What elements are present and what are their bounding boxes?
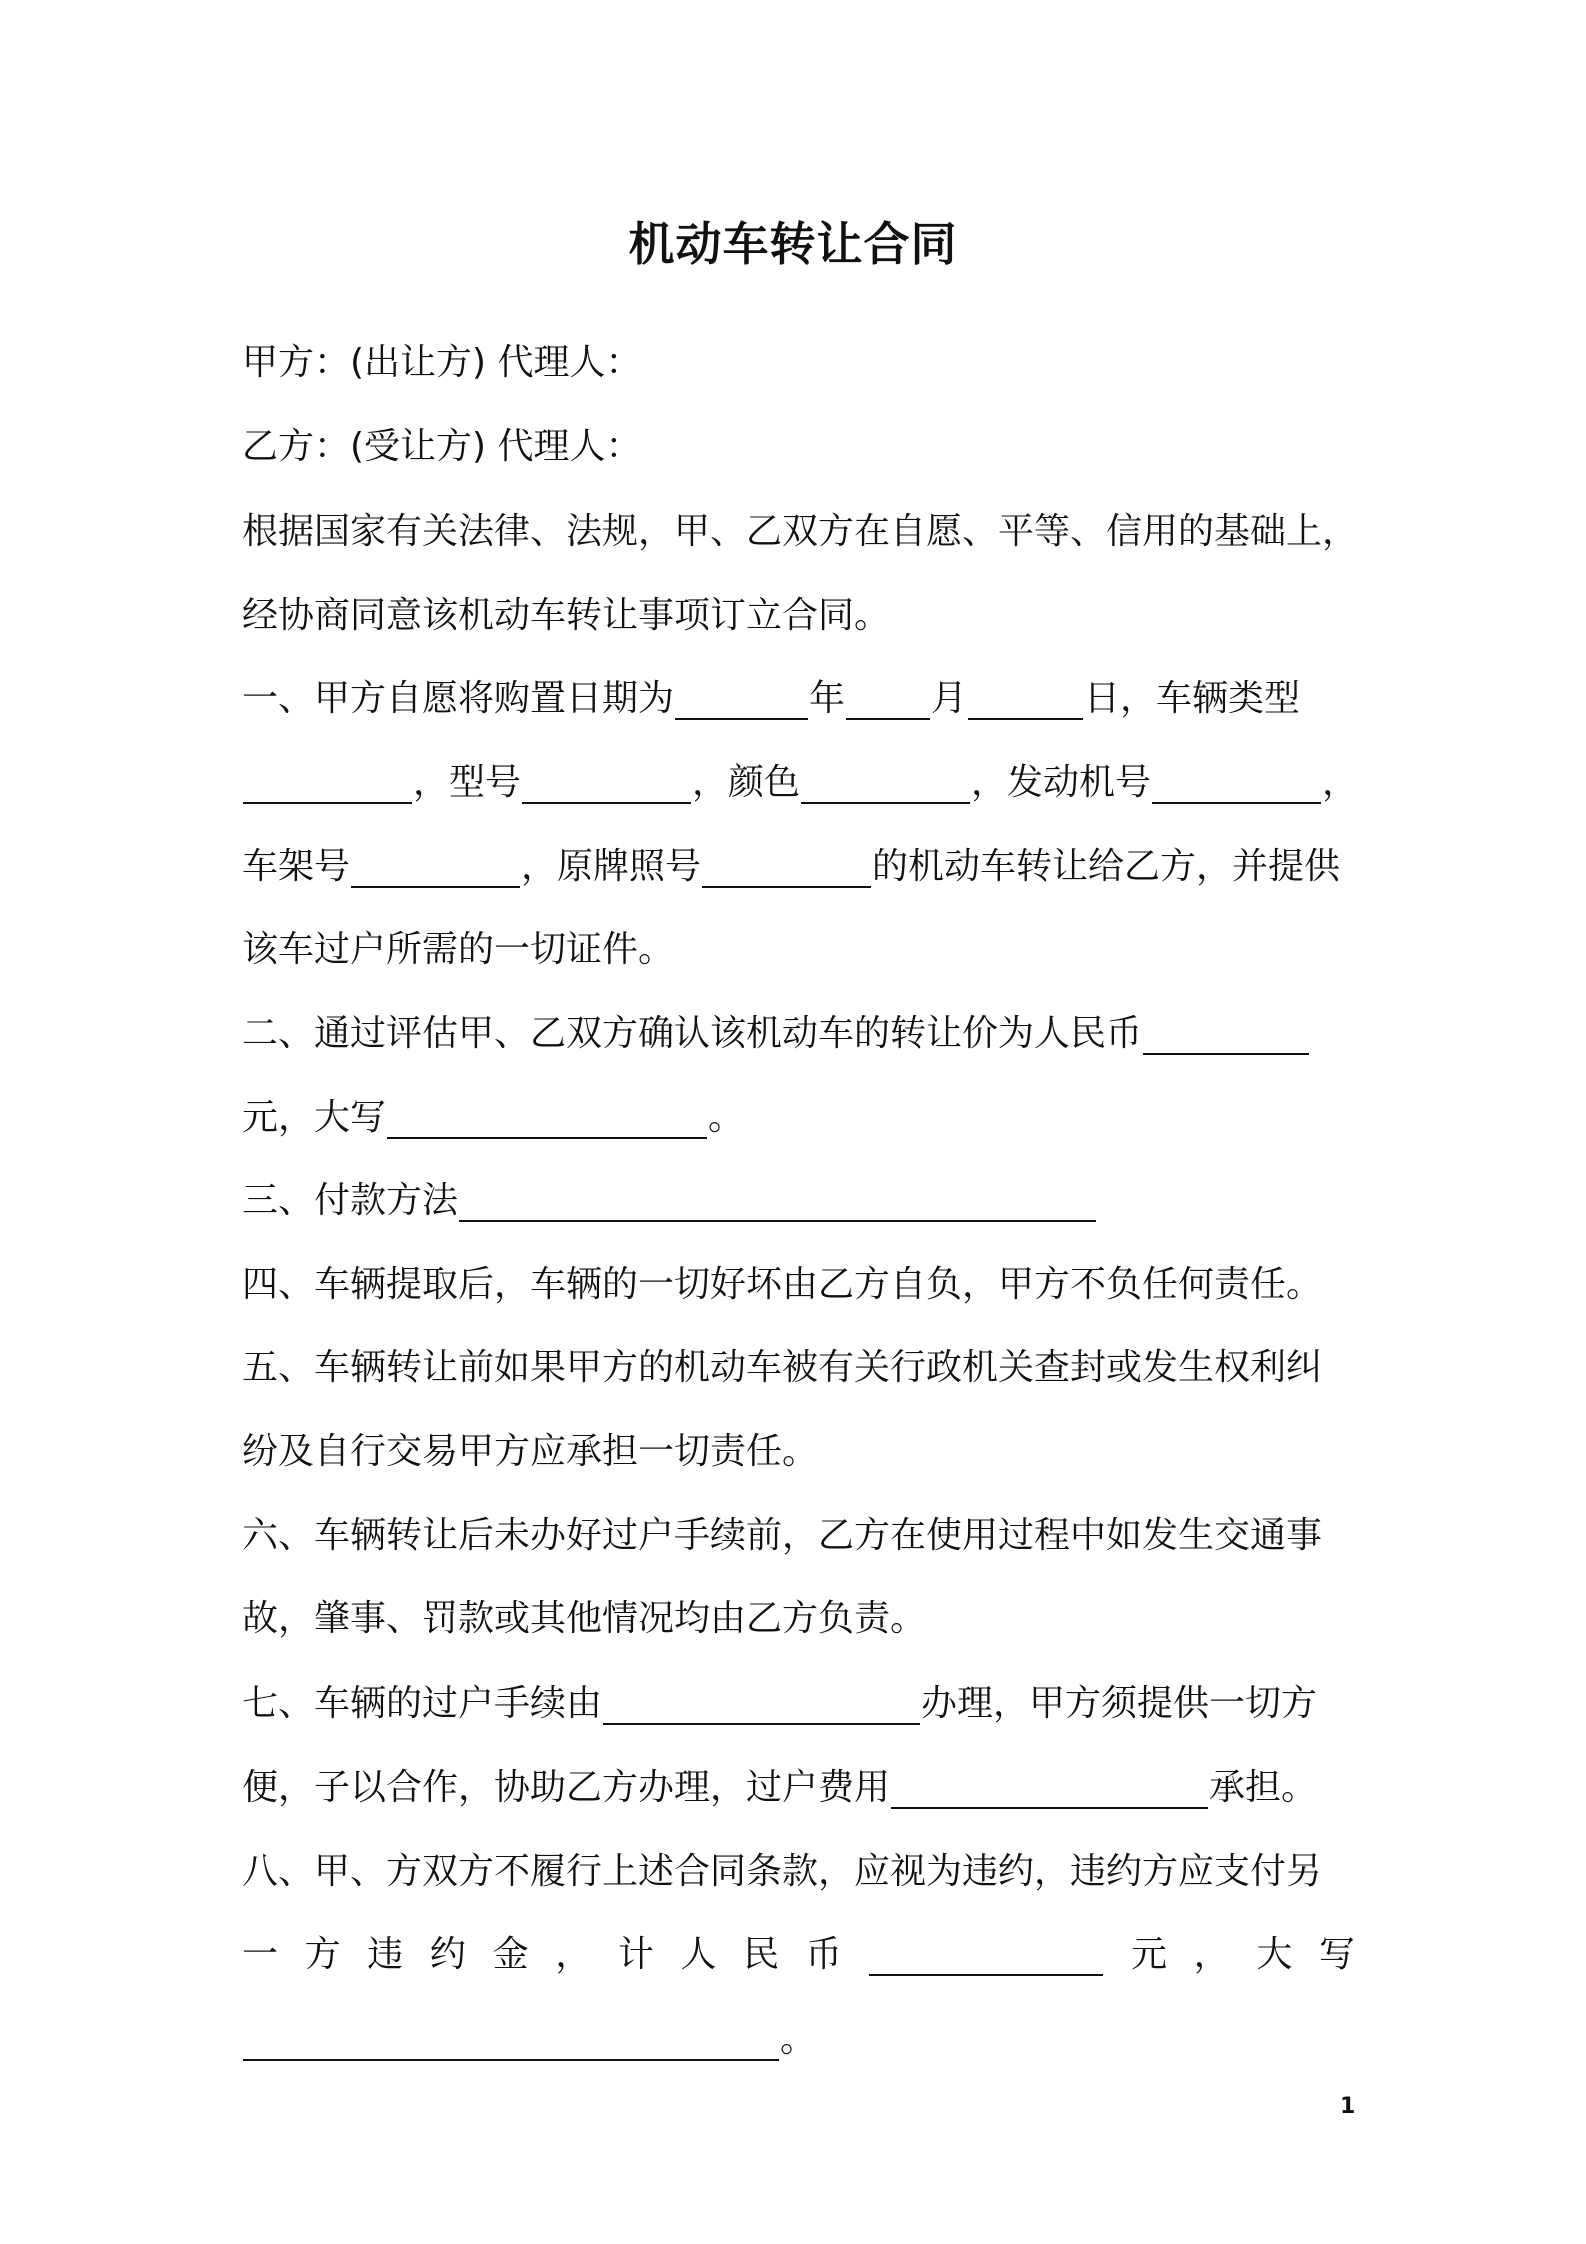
contract-line — [242, 753, 1358, 813]
line-text: 四、车辆提取后，车辆的一切好坏由乙方自负，甲方不负任何责任。 — [242, 1264, 1323, 1305]
line-text: 金 — [492, 1934, 529, 1975]
contract-line — [242, 1171, 1097, 1231]
blank-field-transfer-handler[interactable] — [603, 1683, 920, 1725]
blank-field-fee-bearer[interactable] — [891, 1767, 1208, 1809]
line-text: 八、甲、方双方不履行上述合同条款，应视为违约，违约方应支付另 — [242, 1851, 1323, 1892]
line-text: ，发动机号 — [971, 762, 1152, 803]
line-text: ，颜色 — [692, 762, 801, 803]
line-text: 方 — [304, 1934, 341, 1975]
contract-line — [242, 502, 1358, 562]
contract-line — [242, 1255, 1322, 1315]
line-text: 该车过户所需的一切证件。 — [242, 929, 675, 970]
contract-line — [242, 1506, 1322, 1566]
contract-line — [242, 920, 674, 980]
line-text: 甲方：(出让方) 代理人： — [242, 342, 642, 383]
line-text: 元 — [1131, 1934, 1168, 1975]
line-text: 。 — [708, 1097, 745, 1138]
line-text: ，原牌照号 — [521, 846, 702, 887]
line-text: ， — [1193, 1934, 1230, 1975]
blank-field-month[interactable] — [846, 678, 930, 720]
line-text: 根据国家有关法律、法规，甲、乙双方在自愿、平等、信用的基础上， — [242, 511, 1359, 552]
line-text: 写 — [1318, 1934, 1355, 1975]
contract-line — [242, 1589, 926, 1649]
line-text: 乙方：(受让方) 代理人： — [242, 426, 642, 467]
blank-field-year[interactable] — [675, 678, 808, 720]
contract-line — [242, 2010, 816, 2070]
blank-field-color[interactable] — [801, 762, 970, 804]
contract-line — [242, 1674, 1317, 1734]
line-text: 。 — [780, 2019, 817, 2060]
line-text: 便，子以合作，协助乙方办理，过户费用 — [242, 1767, 891, 1808]
line-text: 元，大写 — [242, 1097, 387, 1138]
line-text: 经协商同意该机动车转让事项订立合同。 — [242, 595, 891, 636]
line-text: 年 — [809, 678, 846, 719]
line-text: 的机动车转让给乙方，并提供 — [872, 846, 1341, 887]
blank-field-price-words[interactable] — [387, 1097, 707, 1139]
contract-line — [242, 1758, 1317, 1818]
line-text: 民 — [743, 1934, 780, 1975]
line-text: 一 — [242, 1934, 279, 1975]
line-text: 一、甲方自愿将购置日期为 — [242, 678, 675, 719]
blank-field-vehicle-type[interactable] — [243, 762, 412, 804]
line-text: 约 — [429, 1934, 466, 1975]
blank-field-frame-no[interactable] — [351, 846, 520, 888]
line-text: 月 — [931, 678, 968, 719]
contract-line — [242, 669, 1300, 729]
contract-line — [242, 1088, 744, 1148]
blank-field-penalty-words[interactable] — [243, 2019, 779, 2061]
line-text: 六、车辆转让后未办好过户手续前，乙方在使用过程中如发生交通事 — [242, 1515, 1323, 1556]
blank-field-penalty[interactable] — [869, 1934, 1103, 1976]
blank-field-plate-no[interactable] — [702, 846, 871, 888]
contract-line — [242, 586, 890, 646]
contract-line — [242, 1842, 1322, 1902]
contract-line — [242, 837, 1340, 897]
page-number: 1 — [1340, 2094, 1356, 2119]
line-text: 车架号 — [242, 846, 351, 887]
line-text: 币 — [805, 1934, 842, 1975]
line-text: ，型号 — [413, 762, 522, 803]
contract-line — [242, 1004, 1310, 1064]
line-text: ， — [1322, 762, 1359, 803]
line-text: 七、车辆的过户手续由 — [242, 1683, 603, 1724]
blank-field-price[interactable] — [1143, 1013, 1309, 1055]
line-text: 二、通过评估甲、乙双方确认该机动车的转让价为人民币 — [242, 1013, 1143, 1054]
line-text: ， — [555, 1934, 592, 1975]
line-text: 故，肇事、罚款或其他情况均由乙方负责。 — [242, 1598, 927, 1639]
blank-field-model[interactable] — [522, 762, 691, 804]
line-text: 办理，甲方须提供一切方 — [921, 1683, 1318, 1724]
line-text: 计 — [617, 1934, 654, 1975]
blank-field-engine-no[interactable] — [1152, 762, 1321, 804]
contract-line — [242, 1422, 818, 1482]
line-text: 三、付款方法 — [242, 1180, 459, 1221]
contract-line — [242, 333, 642, 393]
line-text: 违 — [367, 1934, 404, 1975]
line-text: 纷及自行交易甲方应承担一切责任。 — [242, 1431, 819, 1472]
line-text: 大 — [1256, 1934, 1293, 1975]
contract-line — [242, 1338, 1322, 1398]
blank-field-payment-method[interactable] — [459, 1180, 1096, 1222]
document-title: 机动车转让合同 — [628, 217, 958, 271]
line-text: 日，车辆类型 — [1084, 678, 1301, 719]
contract-line — [242, 1925, 1355, 1985]
line-text: 五、车辆转让前如果甲方的机动车被有关行政机关查封或发生权利纠 — [242, 1347, 1323, 1388]
line-text: 人 — [680, 1934, 717, 1975]
contract-line — [242, 417, 642, 477]
blank-field-day[interactable] — [968, 678, 1083, 720]
line-text: 承担。 — [1209, 1767, 1318, 1808]
